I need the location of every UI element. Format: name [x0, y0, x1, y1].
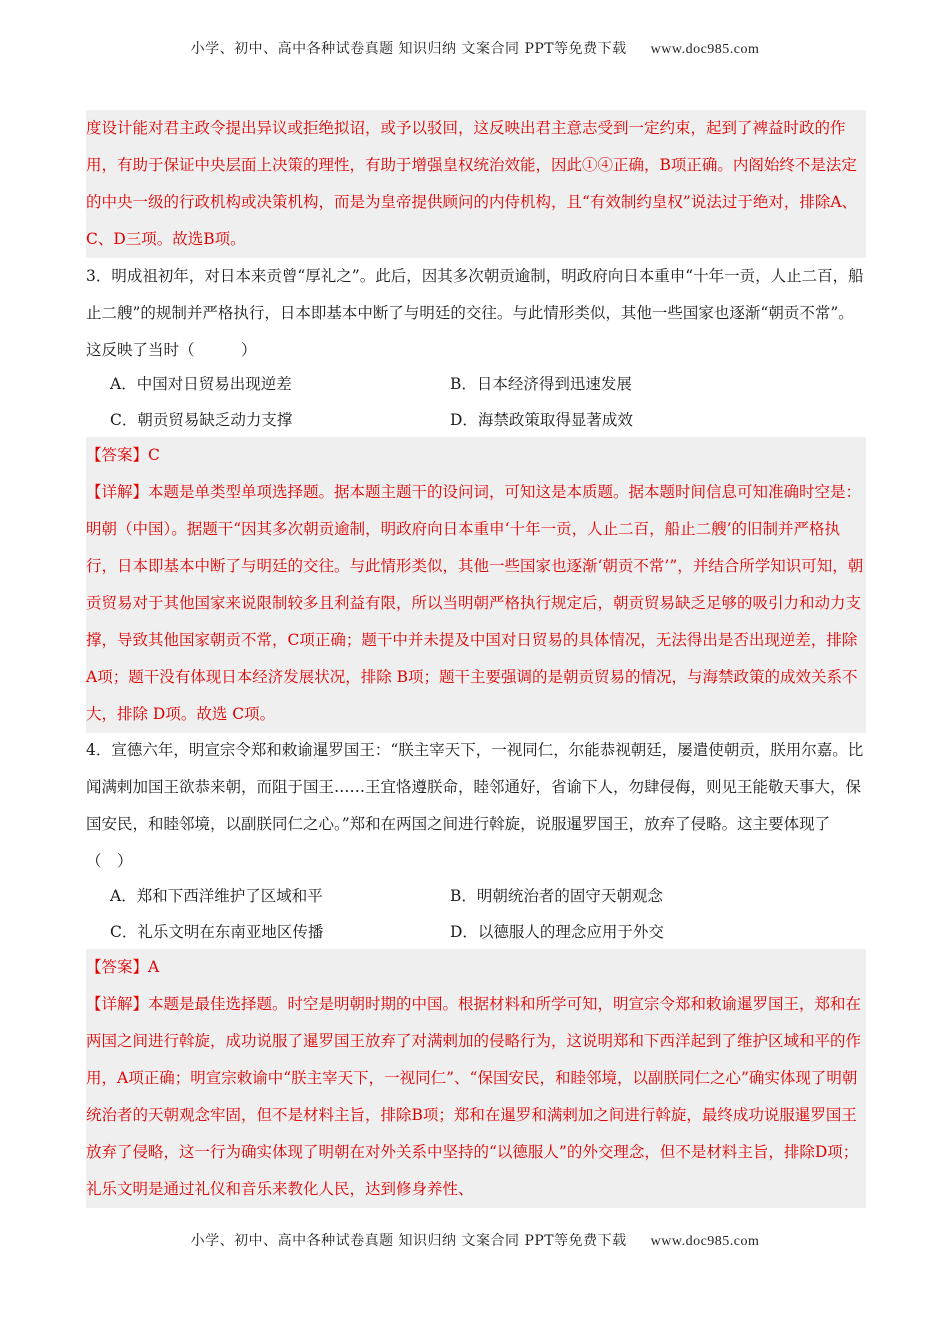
question-3: [86, 258, 866, 369]
page-header: [0, 38, 950, 58]
q4-stem: 4．宣德六年，明宣宗令郑和敕谕暹罗国王：“朕主宰天下，一视同仁，尔能恭视朝廷，屡遣使朝贡，朕用尔嘉。比闻满剌加国王欲恭来朝，而阻于国王……王宜恪遵朕命，睦邻通好，省谕下人，勿肆侵侮，则见王能敬天事大，保国安民，和睦邻境，以副朕同仁之心。”郑和在两国之间进行斡旋，说服暹罗国王，放弃了侵略。这主要体现了（ ）: [86, 741, 864, 870]
q4-option-c[interactable]: C．礼乐文明在东南亚地区传播: [110, 923, 324, 941]
q3-stem: 3．明成祖初年，对日本来贡曾“厚礼之”。此后，因其多次朝贡逾制，明政府向日本重申“十年一贡，人止二百，船止二艘”的规制并严格执行，日本即基本中断了与明廷的交往。与此情形类似，其他一些国家也逐渐“朝贡不常”。这反映了当时（ ）: [86, 267, 864, 359]
q4-answer-block: [86, 949, 866, 1208]
header-text: 小学、初中、高中各种试卷真题 知识归纳 文案合同 PPT等免费下载: [190, 41, 627, 57]
q4-options: [110, 878, 850, 950]
q3-option-c[interactable]: C．朝贡贸易缺乏动力支撑: [110, 411, 293, 429]
question-4: [86, 732, 866, 880]
q4-option-b[interactable]: B．明朝统治者的固守天朝观念: [450, 887, 663, 905]
q3-option-a[interactable]: A．中国对日贸易出现逆差: [110, 375, 292, 393]
prev-explanation: 度设计能对君主政令提出异议或拒绝拟诏，或予以驳回，这反映出君主意志受到一定约束，起到了裨益时政的作用，有助于保证中央层面上决策的理性，有助于增强皇权统治效能，因此①④正确，B项正确。内阁始终不是法定的中央一级的行政机构或决策机构，而是为皇帝提供顾问的内侍机构，且“有效制约皇权”说法过于绝对，排除A、C、D三项。故选B项。: [86, 119, 858, 248]
prev-explanation-block: [86, 110, 866, 258]
q3-option-d[interactable]: D．海禁政策取得显著成效: [450, 411, 633, 429]
q3-answer: 【答案】C: [86, 446, 160, 464]
q4-explanation: 【详解】本题是最佳选择题。时空是明朝时期的中国。根据材料和所学可知，明宣宗令郑和敕谕暹罗国王，郑和在两国之间进行斡旋，成功说服了暹罗国王放弃了对满剌加的侵略行为，这说明郑和下西洋起到了维护区域和平的作用，A项正确；明宣宗敕谕中“朕主宰天下，一视同仁”、“保国安民，和睦邻境，以副朕同仁之心”确实体现了明朝统治者的天朝观念牢固，但不是材料主旨，排除B项；郑和在暹罗和满剌加之间进行斡旋，最终成功说服暹罗国王放弃了侵略，这一行为确实体现了明朝在对外关系中坚持的“以德服人”的外交理念，但不是材料主旨，排除D项；礼乐文明是通过礼仪和音乐来教化人民，达到修身养性、: [86, 995, 862, 1198]
q3-explanation: 【详解】本题是单类型单项选择题。据本题主题干的设问词，可知这是本质题。据本题时间信息可知准确时空是：明朝（中国）。据题干“因其多次朝贡逾制，明政府向日本重申‘十年一贡，人止二百，船止二艘’的旧制并严格执行，日本即基本中断了与明廷的交往。与此情形类似，其他一些国家也逐渐‘朝贡不常’”，并结合所学知识可知，朝贡贸易对于其他国家来说限制较多且利益有限，所以当明朝严格执行规定后，朝贡贸易缺乏足够的吸引力和动力支撑，导致其他国家朝贡不常，C项正确；题干中并未提及中国对日贸易的具体情况，无法得出是否出现逆差，排除 A项；题干没有体现日本经济发展状况，排除 B项；题干主要强调的是朝贡贸易的情况，与海禁政策的成效关系不大，排除 D项。故选 C项。: [86, 483, 864, 723]
q4-option-a[interactable]: A．郑和下西洋维护了区域和平: [110, 887, 323, 905]
footer-url[interactable]: www.doc985.com: [650, 1234, 760, 1249]
q3-option-b[interactable]: B．日本经济得到迅速发展: [450, 375, 632, 393]
q4-answer: 【答案】A: [86, 958, 160, 976]
q3-answer-block: [86, 437, 866, 733]
page-footer: [0, 1230, 950, 1250]
q3-options: [110, 366, 850, 438]
header-url[interactable]: www.doc985.com: [650, 42, 760, 57]
q4-option-d[interactable]: D．以德服人的理念应用于外交: [450, 923, 664, 941]
footer-text: 小学、初中、高中各种试卷真题 知识归纳 文案合同 PPT等免费下载: [190, 1233, 627, 1249]
